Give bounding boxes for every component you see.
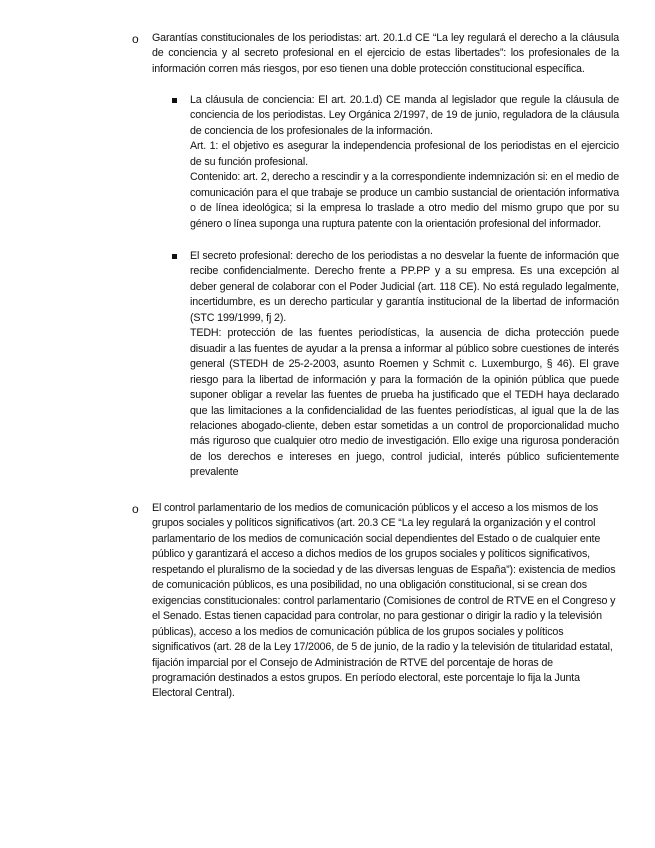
list-item-control-parlamentario <box>152 501 619 702</box>
paragraph: El control parlamentario de los medios de comunicación públicos y el acceso a los mismos de los grupos sociales y políticos significativos (art. 20.3 CE “La ley regulará la organización y el control parlamentario de los medios de comunicación social dependientes del Estado o de cualquier ente público y garantizará el acceso a dichos medios de los grupos sociales y políticos significativos, respetando el pluralismo de la sociedad y de las diversas lenguas de España”): existencia de medios de comunicación públicos, es una posibilidad, no una obligación constitucional, si se crean dos exigencias constitucionales: control parlamentario (Comisiones de control de RTVE en el Congreso y el Senado. Estas tienen capacidad para controlar, no para gestionar o dirigir la radio y la televisión públicas), acceso a los medios de comunicación pública de los grupos sociales y políticos significativos (art. 28 de la Ley 17/2006, de 5 de junio, de la radio y la televisión de titularidad estatal, fijación imparcial por el Consejo de Administración de RTVE del porcentaje de horas de programación destinados a estos grupos. En período electoral, este porcentaje lo fija la Junta Electoral Central). <box>152 502 616 700</box>
paragraph: Contenido: art. 2, derecho a rescindir y a la correspondiente indemnización si: en el medio de comunicación para el que trabaje se produce un cambio sustancial de orientación informativa o de línea ideológica; si la empresa lo traslade a otro medio del mismo grupo que por su género o línea suponga una ruptura patente con la orientación profesional del informador. <box>190 171 619 230</box>
sub-item-clausula-conciencia <box>190 93 619 232</box>
sub-list-marker <box>172 98 177 103</box>
list-item-garantias <box>152 31 619 77</box>
paragraph: El secreto profesional: derecho de los periodistas a no desvelar la fuente de información que recibe confidencialmente. Derecho frente a PP.PP y a su empresa. Es una excepción al deber general de colaborar con el Poder Judicial (art. 118 CE). No está regulado legalmente, incertidumbre, es un derecho particular y garantía institucional de la libertad de información (STC 199/1999, fj 2). <box>190 250 619 324</box>
list-marker: o <box>132 32 139 46</box>
paragraph: Art. 1: el objetivo es asegurar la independencia profesional de los periodistas en el ejercicio de su función profesional. <box>190 140 619 168</box>
list-marker: o <box>132 502 139 516</box>
sub-list-marker <box>172 254 177 259</box>
paragraph: Garantías constitucionales de los periodistas: art. 20.1.d CE “La ley regulará el derecho a la cláusula de conciencia y al secreto profesional en el ejercicio de estas libertades”: los profesionales de la información corren más riesgos, por eso tienen una doble protección constitucional específica. <box>152 32 619 75</box>
sub-item-secreto-profesional <box>190 249 619 481</box>
paragraph: La cláusula de conciencia: El art. 20.1.d) CE manda al legislador que regule la cláusula de conciencia de los periodistas. Ley Orgánica 2/1997, de 19 de junio, reguladora de la cláusula de conciencia de los profesionales de la información. <box>190 94 619 137</box>
paragraph: TEDH: protección de las fuentes periodísticas, la ausencia de dicha protección puede disuadir a las fuentes de ayudar a la prensa a informar al público sobre cuestiones de interés general (STEDH de 25-2-2003, asunto Roemen y Schmit c. Luxemburgo, § 46). El grave riesgo para la libertad de información y para la formación de la opinión pública que puede suponer obligar a revelar las fuentes de prueba ha justificado que el TEDH haya declarado que las limitaciones a la confidencialidad de las fuentes periodísticas, al igual que la de las relaciones abogado-cliente, deben estar sometidas a un control de proporcionalidad mucho más riguroso que cualquier otro medio de investigación. Ello exige una rigurosa ponderación de los derechos e intereses en juego, control judicial, interés público suficientemente prevalente <box>190 327 619 479</box>
